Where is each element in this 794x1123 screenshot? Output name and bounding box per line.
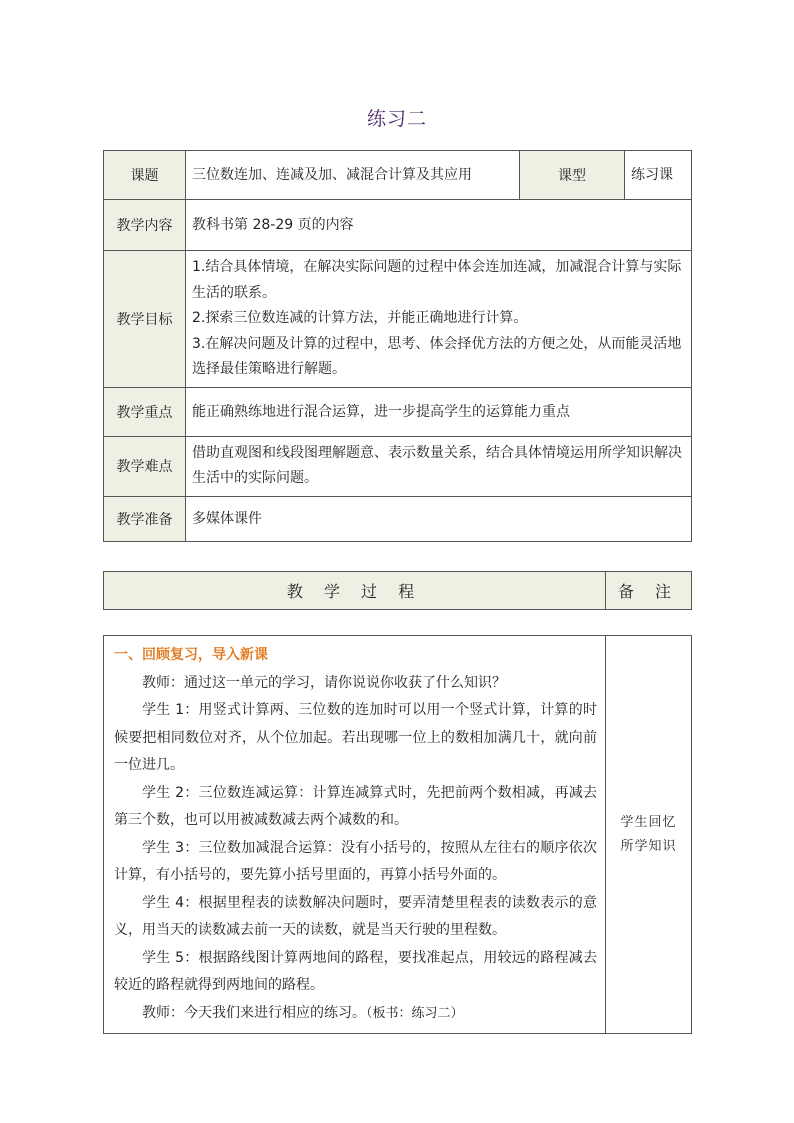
paragraph: 学生 1：用竖式计算两、三位数的连加时可以用一个竖式计算，计算的时候要把相同数位对齐，从个位加起。若出现哪一位上的数相加满几十，就向前一位进几。 bbox=[114, 702, 597, 773]
process-header-table bbox=[103, 571, 692, 610]
closing-paragraph bbox=[114, 1000, 597, 1028]
type-label: 课型 bbox=[520, 151, 625, 200]
type-value: 练习课 bbox=[625, 151, 692, 200]
goals-list bbox=[186, 251, 692, 388]
paragraph: 学生 4：根据里程表的读数解决问题时，要弄清楚里程表的读数表示的意义，用当天的读数减去前一天的读数，就是当天行驶的里程数。 bbox=[114, 894, 597, 938]
process-header: 教 学 过 程 bbox=[104, 572, 606, 610]
paragraph: 教师：通过这一单元的学习，请你说说你收获了什么知识？ bbox=[142, 674, 506, 691]
notes-header: 备 注 bbox=[606, 572, 692, 610]
difficulty-value: 借助直观图和线段图理解题意、表示数量关系，结合具体情境运用所学知识解决生活中的实际问题。 bbox=[186, 436, 692, 496]
prep-value: 多媒体课件 bbox=[186, 496, 692, 541]
topic-value: 三位数连加、连减及加、减混合计算及其应用 bbox=[186, 151, 520, 200]
key-label: 教学重点 bbox=[104, 387, 186, 436]
paragraph: 学生 3：三位数加减混合运算：没有小括号的，按照从左往右的顺序依次计算，有小括号的，要先算小括号里面的，再算小括号外面的。 bbox=[114, 839, 597, 883]
side-note-line: 学生回忆 bbox=[620, 814, 677, 830]
side-note bbox=[606, 636, 692, 1034]
section-title: 一、回顾复习，导入新课 bbox=[114, 647, 268, 663]
lesson-info-table bbox=[103, 150, 692, 542]
side-note-line: 所学知识 bbox=[620, 838, 677, 854]
process-table bbox=[103, 635, 692, 1034]
content-value: 教科书第 28-29 页的内容 bbox=[186, 200, 692, 251]
topic-label: 课题 bbox=[104, 151, 186, 200]
key-value: 能正确熟练地进行混合运算，进一步提高学生的运算能力重点 bbox=[186, 387, 692, 436]
goals-label: 教学目标 bbox=[104, 251, 186, 388]
difficulty-label: 教学难点 bbox=[104, 436, 186, 496]
process-content bbox=[104, 636, 606, 1034]
goal-item: 1.结合具体情境，在解决实际问题的过程中体会连加连减，加减混合计算与实际生活的联系。 bbox=[192, 259, 682, 301]
content-label: 教学内容 bbox=[104, 200, 186, 251]
paragraph: 学生 5：根据路线图计算两地间的路程，要找准起点，用较远的路程减去较近的路程就得到两地间的路程。 bbox=[114, 949, 597, 993]
page-title: 练习二 bbox=[366, 108, 427, 130]
closing-text: 教师：今天我们来进行相应的练习。 bbox=[142, 1004, 366, 1021]
closing-note: （板书：练习二） bbox=[366, 1005, 464, 1021]
goal-item: 2.探索三位数连减的计算方法，并能正确地进行计算。 bbox=[192, 310, 528, 326]
prep-label: 教学准备 bbox=[104, 496, 186, 541]
goal-item: 3.在解决问题及计算的过程中，思考、体会择优方法的方便之处，从而能灵活地选择最佳策略进行解题。 bbox=[192, 335, 682, 377]
paragraph: 学生 2：三位数连减运算：计算连减算式时，先把前两个数相减，再减去第三个数，也可以用被减数减去两个减数的和。 bbox=[114, 784, 597, 828]
